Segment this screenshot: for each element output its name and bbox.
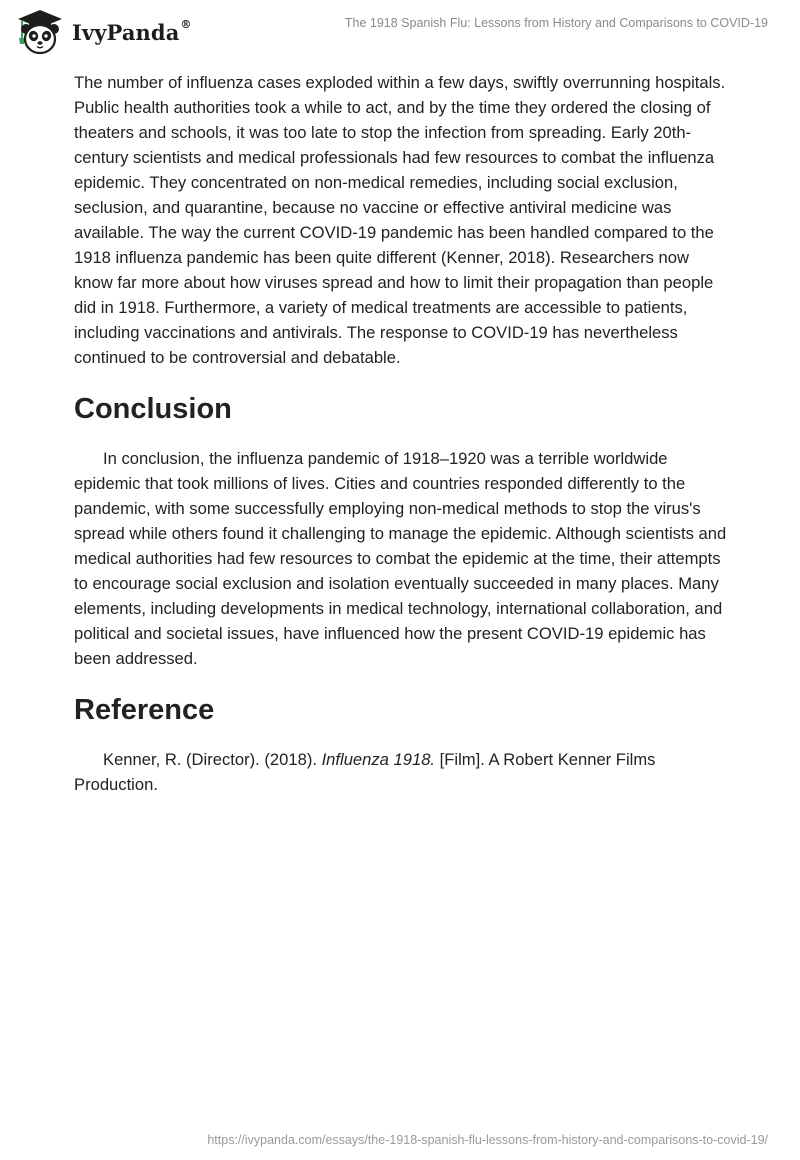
registered-mark: ® — [180, 17, 192, 31]
reference-heading: Reference — [74, 694, 215, 726]
document-title: The 1918 Spanish Flu: Lessons from History and Comparisons to COVID-19 — [344, 16, 768, 30]
source-url-link[interactable]: https://ivypanda.com/essays/the-1918-spanish-flu-lessons-from-history-and-comparisons-to-covid-19/ — [207, 1133, 768, 1147]
essay-content — [74, 70, 729, 797]
brand-name: IvyPanda® — [72, 17, 192, 45]
conclusion-paragraph: In conclusion, the influenza pandemic of 1918–1920 was a terrible worldwide epidemic that took millions of lives. Cities and countries responded differently to the pandemic, with some successfully employing non-medical methods to stop the virus's spread while others found it challenging to manage the epidemic. Although scientists and medical authorities had few resources to combat the epidemic at the time, their attempts to encourage social exclusion and isolation eventually succeeded in many places. Many elements, including developments in medical technology, international collaboration, and political and societal issues, have influenced how the present COVID-19 epidemic has been addressed. — [74, 449, 727, 668]
brand-logo[interactable] — [14, 8, 192, 56]
reference-details: [Film]. A Robert Kenner Films Production. — [74, 750, 656, 794]
page-header — [0, 0, 800, 62]
body-paragraph: The number of influenza cases exploded within a few days, swiftly overrunning hospitals. Public health authorities took a while to act, and by the time they ordered the closing of theaters and schools, it was too late to stop the infection from spreading. Early 20th-century scientists and medical professionals had few resources to combat the influenza epidemic. They concentrated on non-medical remedies, including social exclusion, seclusion, and quarantine, because no vaccine or effective antiviral medicine was available. The way the current COVID-19 pandemic has been handled compared to the 1918 influenza pandemic has been quite different (Kenner, 2018). Researchers now know far more about how viruses spread and how to limit their propagation than people did in 1918. Furthermore, a variety of medical treatments are accessible to patients, including vaccinations and antivirals. The response to COVID-19 has nevertheless continued to be controversial and debatable. — [74, 73, 726, 367]
reference-entry — [74, 747, 729, 797]
reference-authors: Kenner, R. (Director). (2018). — [103, 750, 322, 769]
panda-graduate-icon — [14, 8, 66, 56]
conclusion-heading: Conclusion — [74, 393, 232, 425]
reference-title: Influenza 1918. — [321, 750, 436, 769]
